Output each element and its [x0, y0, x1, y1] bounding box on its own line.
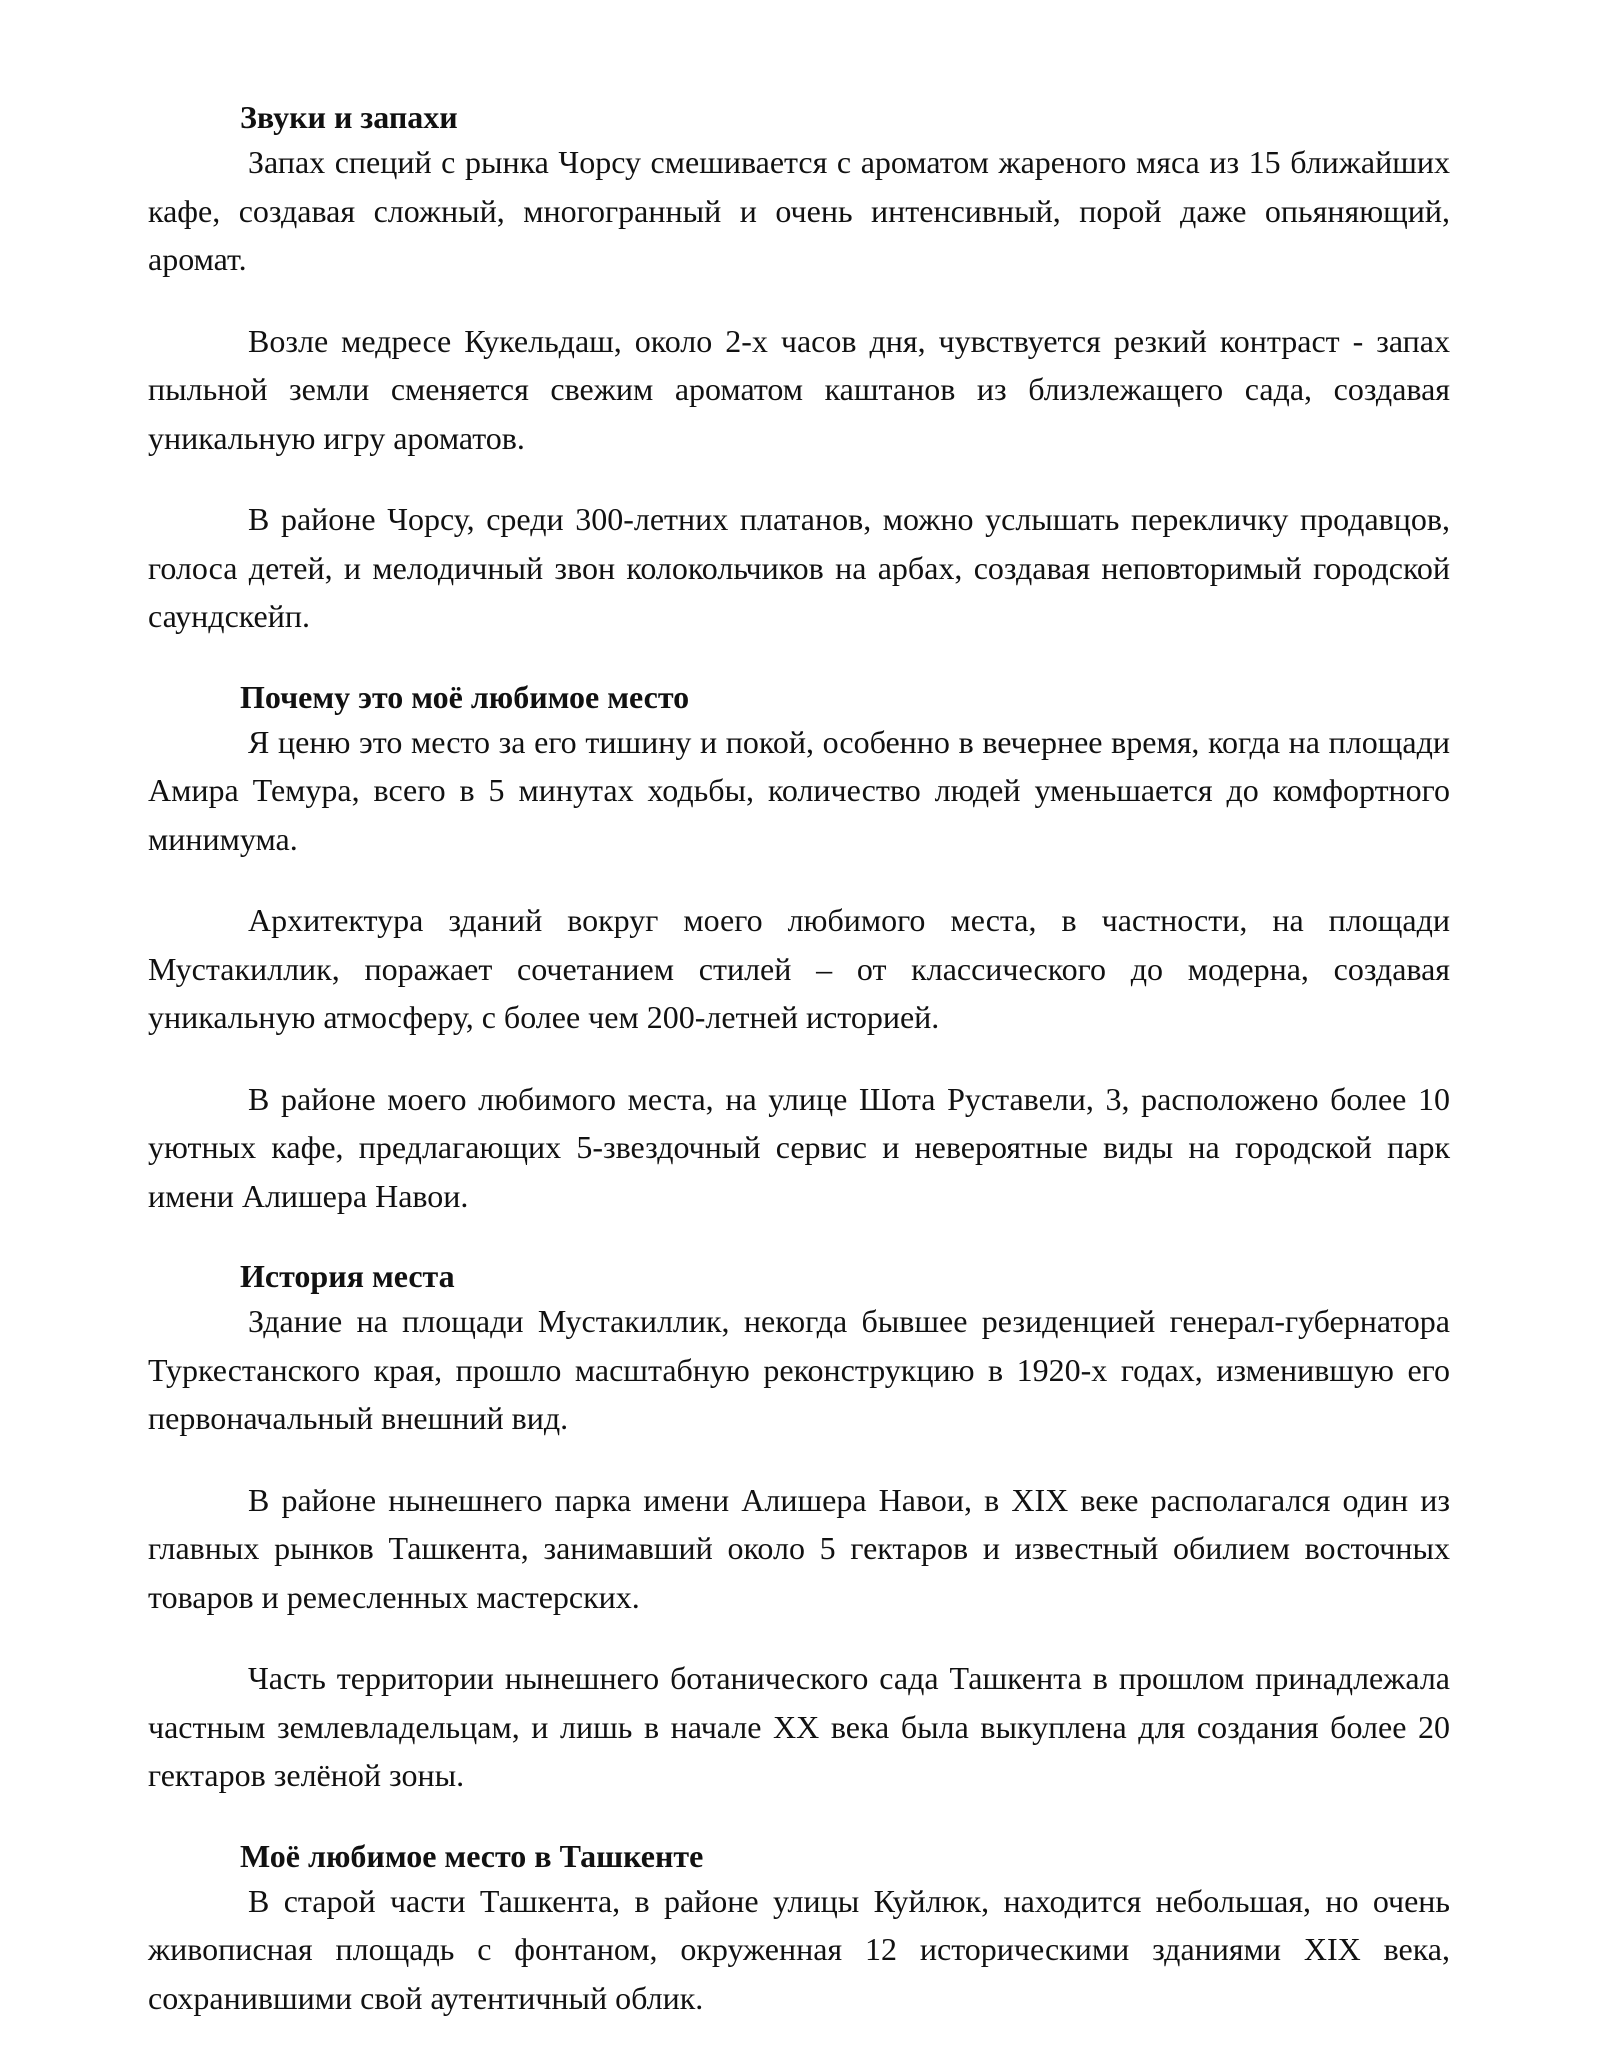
paragraph: Часть территории нынешнего ботанического сада Ташкента в прошлом принадлежала частным землевладельцам, и лишь в начале XX века была выкуплена для создания более 20 гектаров зелёной зоны. — [148, 1660, 1450, 1793]
section-heading: Моё любимое место в Ташкенте — [240, 1837, 704, 1874]
section-heading: Почему это моё любимое место — [240, 678, 690, 715]
paragraph: Я ценю это место за его тишину и покой, особенно в вечернее время, когда на площади Амира Темура, всего в 5 минутах ходьбы, количество людей уменьшается до комфортного минимума. — [148, 723, 1450, 857]
paragraph: В старой части Ташкента, в районе улицы Куйлюк, находится небольшая, но очень живописная площадь с фонтаном, окруженная 12 историческими зданиями XIX века, сохранившими свой аутентичный облик. — [148, 1882, 1450, 2016]
paragraph: Запах специй с рынка Чорсу смешивается с ароматом жареного мяса из 15 ближайших кафе, создавая сложный, многогранный и очень интенсивный, порой даже опьяняющий, аромат. — [148, 144, 1450, 277]
section-sounds-and-smells — [148, 96, 1450, 641]
section-favorite-place — [148, 1835, 1450, 2023]
section-heading: Звуки и запахи — [240, 99, 458, 135]
paragraph: Архитектура зданий вокруг моего любимого места, в частности, на площади Мустакиллик, поражает сочетанием стилей – от классического до модерна, создавая уникальную атмосферу, с более чем 200-летней историей. — [148, 902, 1450, 1035]
section-heading: История места — [240, 1258, 455, 1294]
paragraph: Здание на площади Мустакиллик, некогда бывшее резиденцией генерал-губернатора Туркестанского края, прошло масштабную реконструкцию в 1920-х годах, изменившую его первоначальный внешний вид. — [148, 1303, 1450, 1436]
paragraph: Возле медресе Кукельдаш, около 2-х часов дня, чувствуется резкий контраст - запах пыльной земли сменяется свежим ароматом каштанов из близлежащего сада, создавая уникальную игру ароматов. — [148, 322, 1450, 456]
section-why-favorite — [148, 676, 1450, 1221]
paragraph: В районе нынешнего парка имени Алишера Навои, в XIX веке располагался один из главных рынков Ташкента, занимавший около 5 гектаров и известный обилием восточных товаров и ремесленных мастерских. — [148, 1481, 1450, 1615]
paragraph: В районе моего любимого места, на улице Шота Руставели, 3, расположено более 10 уютных кафе, предлагающих 5-звездочный сервис и невероятные виды на городской парк имени Алишера Навои. — [148, 1080, 1450, 1214]
document-page — [148, 96, 1450, 2022]
paragraph: В районе Чорсу, среди 300-летних платанов, можно услышать перекличку продавцов, голоса детей, и мелодичный звон колокольчиков на арбах, создавая неповторимый городской саундскейп. — [148, 501, 1450, 634]
section-history — [148, 1255, 1450, 1800]
